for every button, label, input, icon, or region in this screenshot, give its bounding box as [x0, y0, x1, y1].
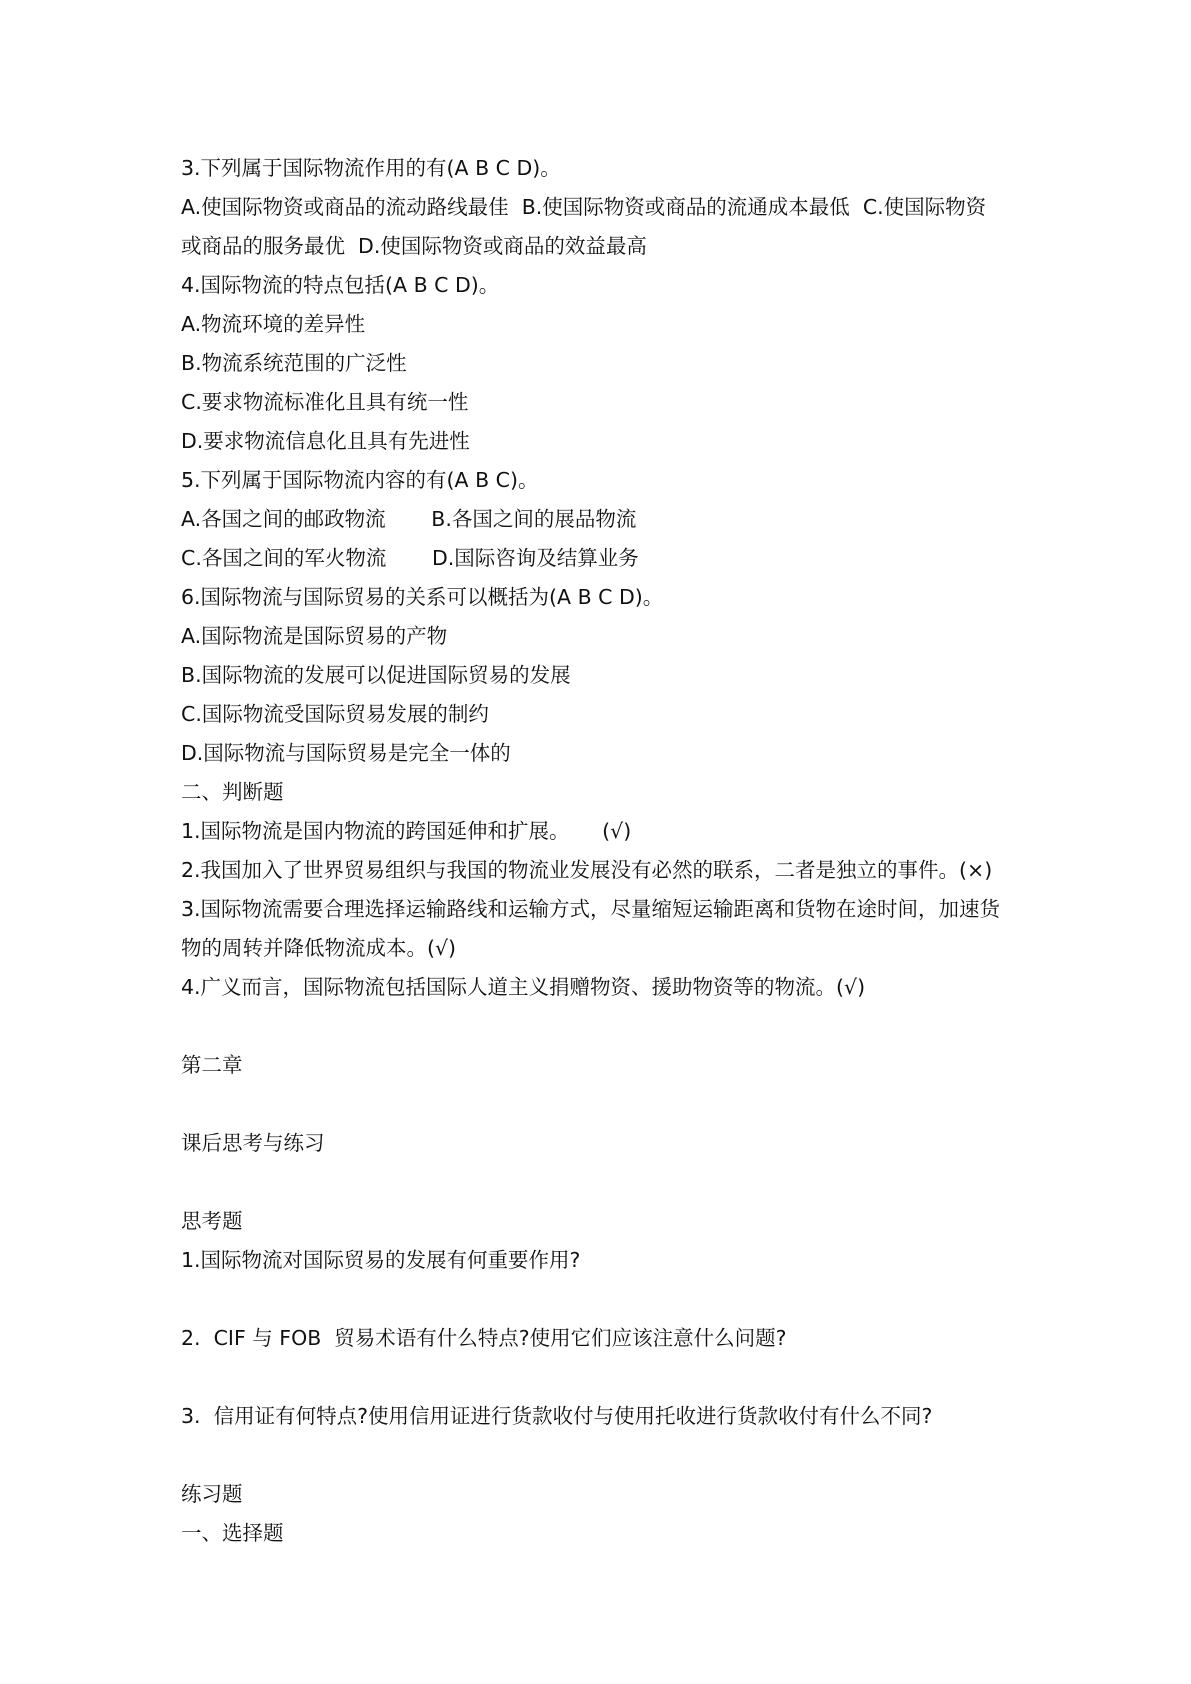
judgement-item-3-line-1: 3.国际物流需要合理选择运输路线和运输方式，尽量缩短运输距离和货物在途时间，加速货: [181, 897, 1001, 921]
chapter-heading: 第二章: [181, 1053, 243, 1077]
question-3-options-line-1: A.使国际物资或商品的流动路线最佳 B.使国际物资或商品的流通成本最低 C.使国际物资: [181, 195, 987, 219]
question-6-option-a: A.国际物流是国际贸易的产物: [181, 624, 448, 648]
question-6-option-b: B.国际物流的发展可以促进国际贸易的发展: [181, 663, 571, 687]
discussion-heading: 思考题: [181, 1209, 243, 1233]
question-4-option-c: C.要求物流标准化且具有统一性: [181, 390, 469, 414]
question-4-option-d: D.要求物流信息化且具有先进性: [181, 429, 470, 453]
exercises-heading: 课后思考与练习: [181, 1131, 325, 1155]
question-4-stem: 4.国际物流的特点包括(A B C D)。: [181, 273, 500, 297]
discussion-question-2: 2. CIF 与 FOB 贸易术语有什么特点?使用它们应该注意什么问题?: [181, 1326, 787, 1350]
section-heading-multiple-choice: 一、选择题: [181, 1521, 284, 1545]
question-4-option-a: A.物流环境的差异性: [181, 312, 366, 336]
discussion-question-1: 1.国际物流对国际贸易的发展有何重要作用?: [181, 1248, 581, 1272]
section-heading-true-false: 二、判断题: [181, 780, 284, 804]
discussion-question-3: 3. 信用证有何特点?使用信用证进行货款收付与使用托收进行货款收付有什么不同?: [181, 1404, 933, 1428]
judgement-item-1: 1.国际物流是国内物流的跨国延伸和扩展。 (√): [181, 819, 632, 843]
question-5-stem: 5.下列属于国际物流内容的有(A B C)。: [181, 468, 539, 492]
judgement-item-3-line-2: 物的周转并降低物流成本。(√): [181, 936, 457, 960]
question-6-stem: 6.国际物流与国际贸易的关系可以概括为(A B C D)。: [181, 585, 664, 609]
question-3-stem: 3.下列属于国际物流作用的有(A B C D)。: [181, 156, 561, 180]
question-5-options-ab: A.各国之间的邮政物流 B.各国之间的展品物流: [181, 507, 637, 531]
judgement-item-4: 4.广义而言，国际物流包括国际人道主义捐赠物资、援助物资等的物流。(√): [181, 975, 866, 999]
question-3-options-line-2: 或商品的服务最优 D.使国际物资或商品的效益最高: [181, 234, 647, 258]
judgement-item-2: 2.我国加入了世界贸易组织与我国的物流业发展没有必然的联系，二者是独立的事件。(×): [181, 858, 993, 882]
question-4-option-b: B.物流系统范围的广泛性: [181, 351, 407, 375]
question-6-option-c: C.国际物流受国际贸易发展的制约: [181, 702, 489, 726]
question-5-options-cd: C.各国之间的军火物流 D.国际咨询及结算业务: [181, 546, 639, 570]
practice-heading: 练习题: [181, 1482, 243, 1506]
question-6-option-d: D.国际物流与国际贸易是完全一体的: [181, 741, 511, 765]
